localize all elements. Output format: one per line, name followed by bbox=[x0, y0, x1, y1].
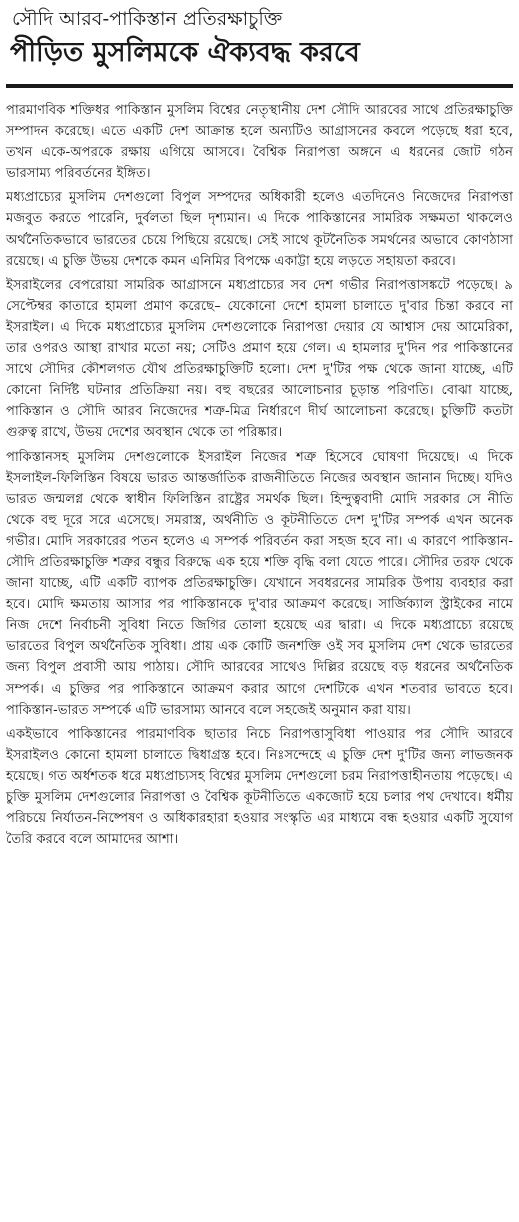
paragraph-1: পারমাণবিক শক্তিধর পাকিস্তান মুসলিম বিশ্বের নেতৃস্থানীয় দেশ সৌদি আরবের সাথে প্রতিরক্ষাচুক্তি সম্পাদন করেছে। এতে একটি দেশ আক্রান্ত হলে অন্যটিও আগ্রাসনের কবলে পড়েছে ধরা হবে, তখন একে-অপরকে রক্ষায় এগিয়ে আসবে। বৈশ্বিক নিরাপত্তা অঙ্গনে এ ধরনের জোট গঠন ভারসাম্য পরিবর্তনের ইঙ্গিত। bbox=[6, 103, 513, 182]
editorial-page bbox=[0, 6, 519, 1222]
paragraph-2: মধ্যপ্রাচ্যের মুসলিম দেশগুলো বিপুল সম্পদের অধিকারী হলেও এতদিনেও নিজেদের নিরাপত্তা মজবুত করতে পারেনি, দুর্বলতা ছিল দৃশ্যমান। এ দিকে পাকিস্তানের সামরিক সক্ষমতা থাকলেও অর্থনৈতিকভাবে ভারতের চেয়ে পিছিয়ে রয়েছে। সেই সাথে কূটনৈতিক সমর্থনের অভাবে কোণঠাসা রয়েছে। এ চুক্তি উভয় দেশকে কমন এনিমির বিপক্ষে একাট্টা হয়ে লড়তে সহায়তা করবে। bbox=[6, 190, 513, 269]
article-kicker: সৌদি আরব-পাকিস্তান প্রতিরক্ষাচুক্তি bbox=[12, 8, 283, 30]
article-headline: পীড়িত মুসলিমকে ঐক্যবদ্ধ করবে bbox=[10, 37, 360, 68]
paragraph-3: ইসরাইলের বেপরোয়া সামরিক আগ্রাসনে মধ্যপ্রাচ্যের সব দেশ গভীর নিরাপত্তাসঙ্কটে পড়েছে। ৯ সেপ্টেম্বর কাতারে হামলা প্রমাণ করেছে– যেকোনো দেশে হামলা চালাতে দু'বার চিন্তা করবে না ইসরাইল। এ দিকে মধ্যপ্রাচ্যের মুসলিম দেশগুলোকে নিরাপত্তা দেয়ার যে আশ্বাস দেয় আমেরিকা, তার ওপরও আস্থা রাখার মতো নয়; সেটিও প্রমাণ হয়ে গেল। এ হামলার দু'দিন পর পাকিস্তানের সাথে সৌদির কৌশলগত যৌথ প্রতিরক্ষাচুক্তিটি হলো। দেশ দু'টির পক্ষ থেকে জানা যাচ্ছে, এটি কোনো নির্দিষ্ট ঘটনার প্রতিক্রিয়া নয়। বহু বছরের আলোচনার চূড়ান্ত পরিণতি। বোঝা যাচ্ছে, পাকিস্তান ও সৌদি আরব নিজেদের শত্রু-মিত্র নির্ধারণে দীর্ঘ আলোচনা করেছে। চুক্তিটি কতটা গুরুত্ব রাখে, উভয় দেশের অবস্থান থেকে তা পরিষ্কার। bbox=[6, 277, 513, 441]
article-body bbox=[6, 100, 513, 850]
paragraph-4: পাকিস্তানসহ মুসলিম দেশগুলোকে ইসরাইল নিজের শত্রু হিসেবে ঘোষণা দিয়েছে। এ দিকে ইসলাইল-ফিলিস্তিন বিষয়ে ভারত আন্তর্জাতিক রাজনীতিতে নিজের অবস্থান জানান দিচ্ছে। যদিও ভারত জন্মলগ্ন থেকে স্বাধীন ফিলিস্তিন রাষ্ট্রের সমর্থক ছিল। হিন্দুত্ববাদী মোদি সরকার সে নীতি থেকে বহু দূরে সরে এসেছে। সমরাস্ত্র, অর্থনীতি ও কূটনীতিতে দেশ দু'টির সম্পর্ক এখন অনেক গভীর। মোদি সরকারের পতন হলেও এ সম্পর্ক পরিবর্তন করা সহজ হবে না। এ কারণে পাকিস্তান-সৌদি প্রতিরক্ষাচুক্তি শত্রুর বন্ধুর বিরুদ্ধে এক হয়ে শক্তি বৃদ্ধি বলা যেতে পারে। সৌদির তরফ থেকে জানা যাচ্ছে, এটি একটি ব্যাপক প্রতিরক্ষাচুক্তি। যেখানে সবধরনের সামরিক উপায় ব্যবহার করা হবে। মোদি ক্ষমতায় আসার পর পাকিস্তানকে দু'বার আক্রমণ করেছে। সার্জিক্যাল স্ট্রাইকের নামে নিজ দেশে নির্বাচনী সুবিধা নিতে জিগির তোলা হয়েছে এর দ্বারা। এ দিকে মধ্যপ্রাচ্যে রয়েছে ভারতের বিপুল অর্থনৈতিক সুবিধা। প্রায় এক কোটি জনশক্তি ওই সব মুসলিম দেশ থেকে ভারতের জন্য বিপুল প্রবাসী আয় পাঠায়। সৌদি আরবের সাথেও দিল্লির রয়েছে বড় ধরনের অর্থনৈতিক সম্পর্ক। এ চুক্তির পর পাকিস্তানে আক্রমণ করার আগে দেশটিকে এখন শতবার ভাবতে হবে। পাকিস্তান-ভারত সম্পর্কে এটি ভারসাম্য আনবে বলে সহজেই অনুমান করা যায়। bbox=[6, 449, 513, 718]
paragraph-5: একইভাবে পাকিস্তানের পারমাণবিক ছাতার নিচে নিরাপত্তাসুবিধা পাওয়ার পর সৌদি আরবে ইসরাইলও কোনো হামলা চালাতে দ্বিধাগ্রস্ত হবে। নিঃসন্দেহে এ চুক্তি দেশ দু'টির জন্য লাভজনক হয়েছে। গত অর্ধশতক ধরে মধ্যপ্রাচ্যসহ বিশ্বের মুসলিম দেশগুলো চরম নিরাপত্তাহীনতায় পড়েছে। এ চুক্তি মুসলিম দেশগুলোর নিরাপত্তা ও বৈশ্বিক কূটনীতিতে একজোট হয়ে চলার পথ দেখাবে। ধর্মীয় পরিচয়ে নির্যাতন-নিষ্পেষণ ও অধিকারহারা হওয়ার সংস্কৃতি এর মাধ্যমে বন্ধ হওয়ার একটি সুযোগ তৈরি করবে বলে আমাদের আশা। bbox=[6, 726, 513, 848]
headline-divider bbox=[6, 84, 513, 88]
